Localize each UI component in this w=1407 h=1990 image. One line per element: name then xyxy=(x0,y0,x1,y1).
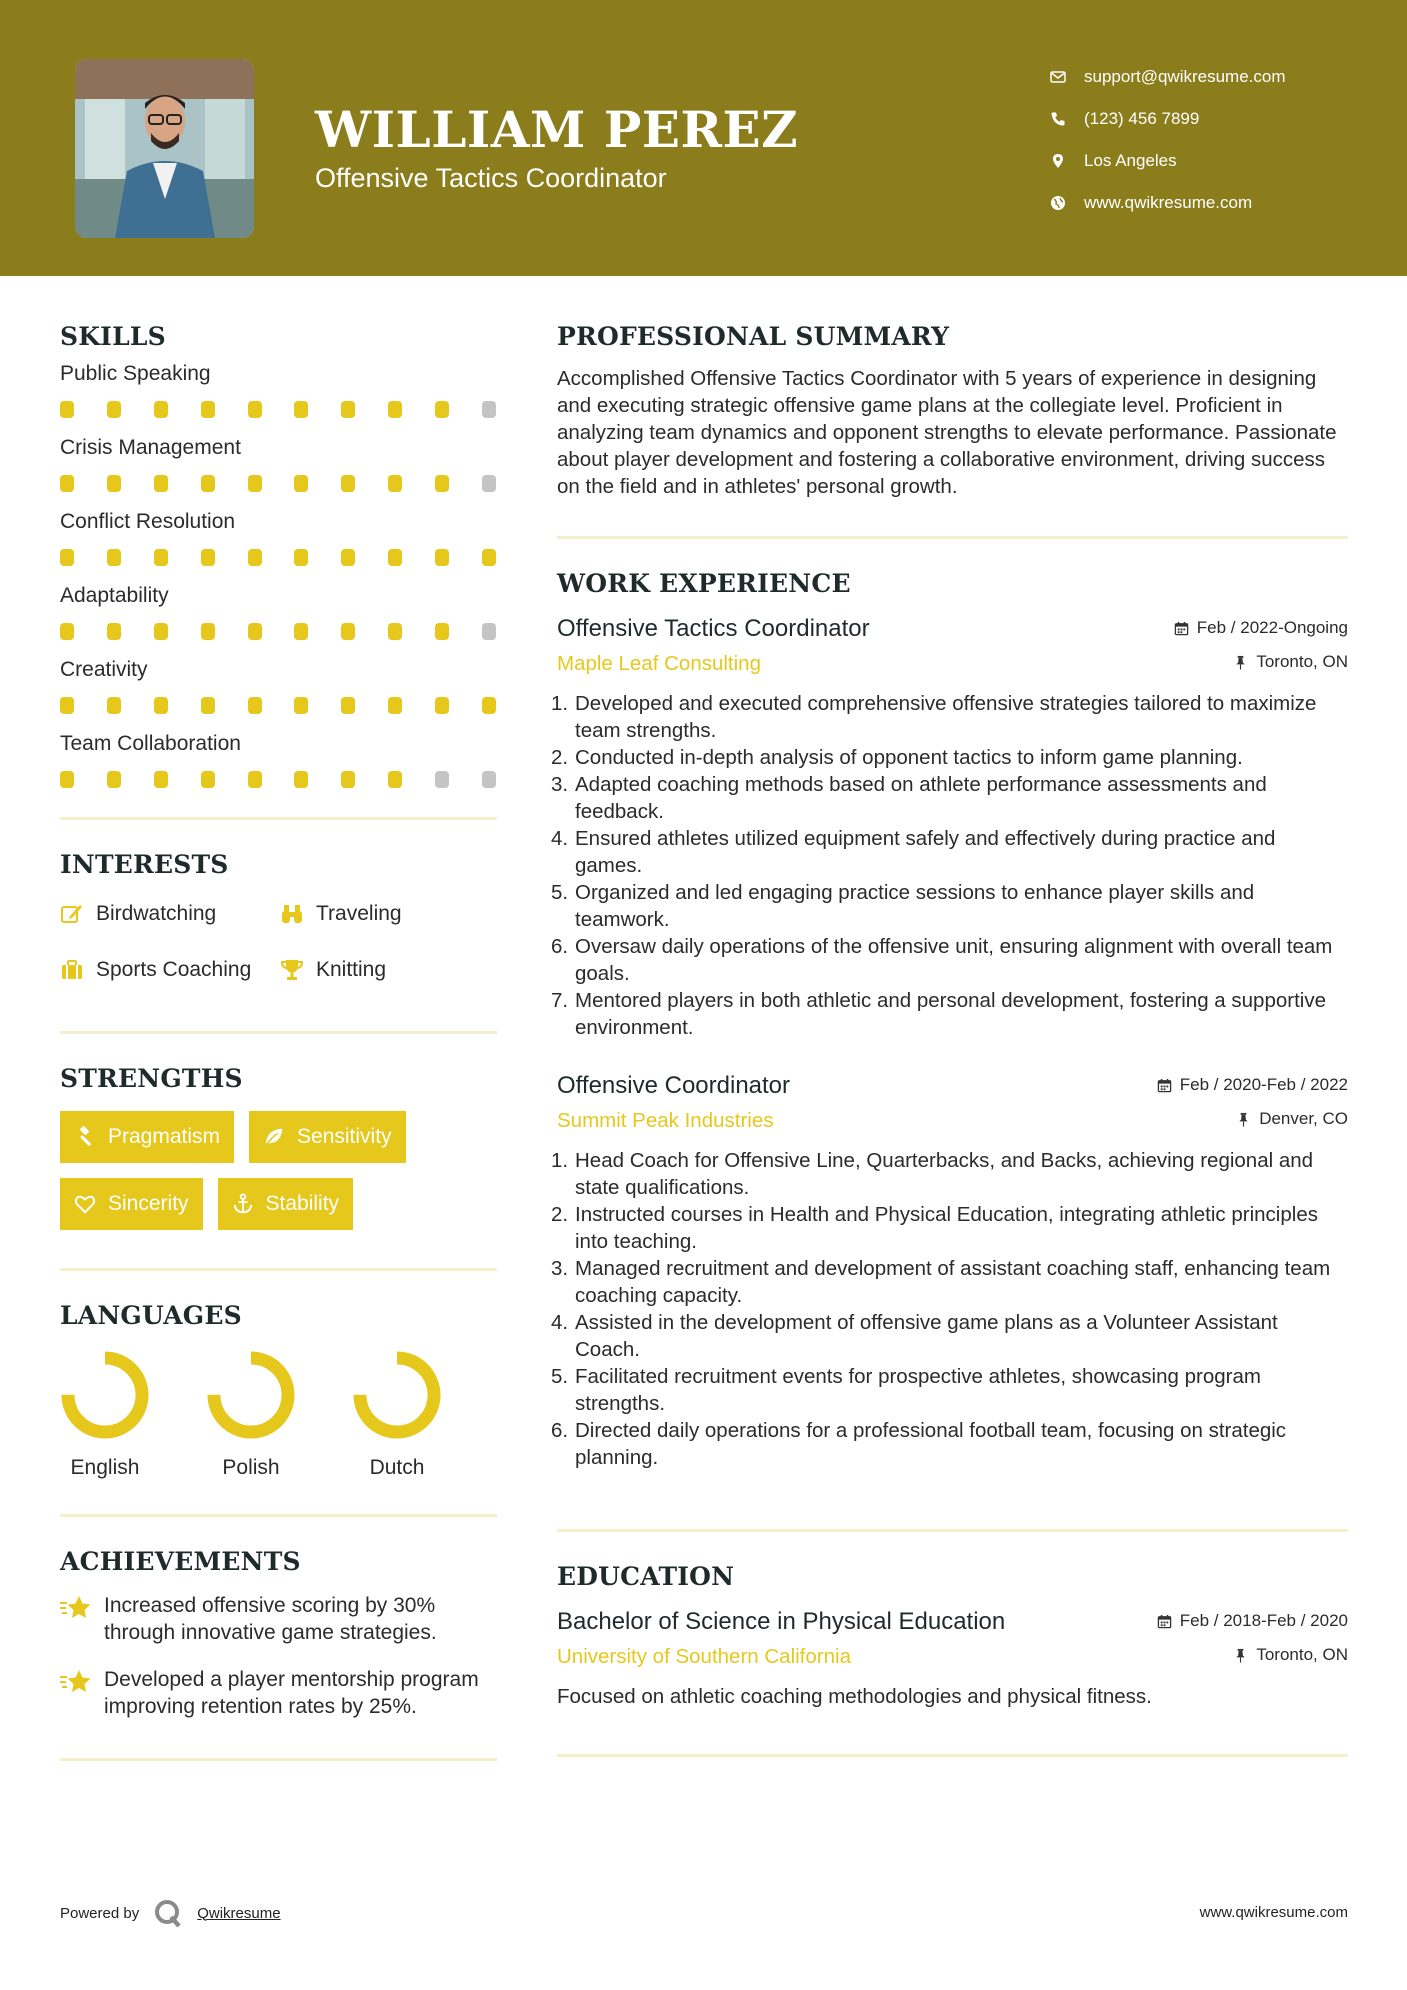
strength-tag xyxy=(249,1111,406,1163)
language-ring-arc xyxy=(68,1358,142,1432)
education-location xyxy=(1233,1645,1348,1665)
language-name: Polish xyxy=(222,1456,280,1479)
job-bullet xyxy=(551,744,1348,771)
profile-photo xyxy=(75,59,254,238)
contact-location-text: Los Angeles xyxy=(1084,151,1177,170)
skill-dot xyxy=(341,549,355,566)
job-company: Summit Peak Industries xyxy=(557,1109,774,1132)
language-name: English xyxy=(70,1456,140,1479)
skill-dot xyxy=(248,771,262,788)
bullet-number: 3. xyxy=(551,773,569,796)
calendar-icon xyxy=(1157,1614,1172,1629)
bullet-text: Instructed courses in Health and Physical Education, integrating athletic principles into teaching. xyxy=(575,1203,1318,1253)
skill-name: Adaptability xyxy=(60,584,169,607)
globe-icon xyxy=(1050,195,1066,211)
skill-dot xyxy=(60,697,74,714)
divider xyxy=(557,1529,1348,1532)
skill-dot xyxy=(482,697,496,714)
job-bullet xyxy=(551,1147,1348,1201)
skill-dot xyxy=(388,401,402,418)
pencil-icon xyxy=(60,902,84,926)
languages-list xyxy=(60,1350,497,1480)
skill-dot xyxy=(248,697,262,714)
bullet-number: 7. xyxy=(551,989,569,1012)
bullet-number: 5. xyxy=(551,881,569,904)
job-date-text: Feb / 2022-Ongoing xyxy=(1196,618,1348,637)
skills-list xyxy=(60,359,497,803)
skill-dot xyxy=(341,623,355,640)
footer-url[interactable]: www.qwikresume.com xyxy=(1199,1904,1348,1921)
skill-dot xyxy=(107,549,121,566)
bullet-number: 3. xyxy=(551,1257,569,1280)
strength-tag xyxy=(60,1178,203,1230)
job-bullet xyxy=(551,771,1348,825)
strengths-list xyxy=(60,1111,497,1230)
contact-website[interactable] xyxy=(1050,182,1286,224)
divider xyxy=(60,1514,497,1517)
skill-rating xyxy=(60,685,496,729)
interests-heading: INTERESTS xyxy=(60,850,229,879)
skill-dot xyxy=(248,401,262,418)
skill-dot xyxy=(482,623,496,640)
interest-label: Sports Coaching xyxy=(96,958,252,981)
candidate-title: Offensive Tactics Coordinator xyxy=(315,163,667,193)
bullet-text: Organized and led engaging practice sessions to enhance player skills and teamwork. xyxy=(575,881,1255,931)
pushpin-icon xyxy=(1233,655,1248,670)
skill-dot xyxy=(435,771,449,788)
pushpin-icon xyxy=(1233,1648,1248,1663)
strength-tag xyxy=(60,1111,234,1163)
skill-dot xyxy=(154,771,168,788)
job-location xyxy=(1236,1109,1348,1129)
skill-dot xyxy=(60,401,74,418)
anchor-icon xyxy=(232,1193,254,1215)
divider xyxy=(557,1754,1348,1757)
trophy-icon xyxy=(280,958,304,982)
achievement-text: Developed a player mentorship program improving retention rates by 25%. xyxy=(104,1668,479,1718)
job-bullets xyxy=(551,690,1348,1041)
skill-dot xyxy=(107,771,121,788)
skill-dot xyxy=(154,401,168,418)
contact-email-text: support@qwikresume.com xyxy=(1084,67,1286,86)
skill-dot xyxy=(107,475,121,492)
achievements-list xyxy=(60,1592,497,1720)
bullet-text: Managed recruitment and development of assistant coaching staff, enhancing team coaching capacity. xyxy=(575,1257,1331,1307)
education-date xyxy=(1157,1611,1348,1631)
left-column xyxy=(60,322,497,1761)
bullet-text: Oversaw daily operations of the offensive unit, ensuring alignment with overall team goals. xyxy=(575,935,1333,985)
divider xyxy=(60,1758,497,1761)
skill-dot xyxy=(248,623,262,640)
calendar-icon xyxy=(1157,1078,1172,1093)
skill-dot xyxy=(60,623,74,640)
education-date-text: Feb / 2018-Feb / 2020 xyxy=(1179,1611,1348,1630)
bullet-text: Ensured athletes utilized equipment safely and effectively during practice and games. xyxy=(575,827,1276,877)
leaf-icon xyxy=(263,1126,285,1148)
binoculars-icon xyxy=(280,902,304,926)
job-date-text: Feb / 2020-Feb / 2022 xyxy=(1179,1075,1348,1094)
job-title: Offensive Tactics Coordinator xyxy=(557,615,870,642)
skill-dot xyxy=(341,697,355,714)
contact-phone[interactable] xyxy=(1050,98,1286,140)
education-heading: EDUCATION xyxy=(557,1562,735,1591)
interest-item xyxy=(60,893,280,935)
languages-heading: LANGUAGES xyxy=(60,1301,242,1330)
achievement-item xyxy=(60,1592,497,1646)
summary-heading: PROFESSIONAL SUMMARY xyxy=(557,322,950,351)
resume-header xyxy=(0,0,1407,276)
skill-dot xyxy=(482,549,496,566)
bullet-text: Mentored players in both athletic and personal development, fostering a supportive environment. xyxy=(575,989,1326,1039)
strengths-heading: STRENGTHS xyxy=(60,1064,243,1093)
skill-dot xyxy=(388,475,402,492)
bullet-text: Adapted coaching methods based on athlete performance assessments and feedback. xyxy=(575,773,1267,823)
skill-dot xyxy=(154,549,168,566)
bullet-number: 1. xyxy=(551,1149,569,1172)
skill-dot xyxy=(201,475,215,492)
bullet-number: 5. xyxy=(551,1365,569,1388)
pushpin-icon xyxy=(1236,1112,1251,1127)
job-bullet xyxy=(551,879,1348,933)
job-date xyxy=(1157,1075,1348,1095)
skill-dot xyxy=(60,771,74,788)
interest-label: Birdwatching xyxy=(96,902,217,925)
interest-item xyxy=(60,949,280,991)
skill-dot xyxy=(201,549,215,566)
interests-list xyxy=(60,893,497,991)
skill-rating xyxy=(60,759,496,803)
job-bullet xyxy=(551,933,1348,987)
right-column xyxy=(551,322,1348,1757)
skill-dot xyxy=(388,771,402,788)
language-ring xyxy=(60,1350,150,1440)
skill-dot xyxy=(482,475,496,492)
degree-title: Bachelor of Science in Physical Education xyxy=(557,1608,1006,1635)
job-bullet xyxy=(551,825,1348,879)
education-description: Focused on athletic coaching methodologies and physical fitness. xyxy=(557,1685,1152,1708)
bullet-text: Conducted in-depth analysis of opponent tactics to inform game planning. xyxy=(575,746,1243,769)
job-bullet xyxy=(551,1363,1348,1417)
bullet-number: 6. xyxy=(551,935,569,958)
skill-dot xyxy=(435,401,449,418)
job-company: Maple Leaf Consulting xyxy=(557,652,761,675)
achievement-text: Increased offensive scoring by 30% through innovative game strategies. xyxy=(104,1594,437,1644)
skill-dot xyxy=(294,771,308,788)
bullet-text: Head Coach for Offensive Line, Quarterbacks, and Backs, achieving regional and state qualifications. xyxy=(575,1149,1314,1199)
skill-name: Crisis Management xyxy=(60,436,241,459)
skill-dot xyxy=(201,401,215,418)
candidate-name: WILLIAM PEREZ xyxy=(315,100,799,159)
phone-icon xyxy=(1050,111,1066,127)
job-bullets xyxy=(551,1147,1348,1471)
skill-name: Creativity xyxy=(60,658,148,681)
experience-heading: WORK EXPERIENCE xyxy=(557,569,851,598)
skill-dot xyxy=(294,697,308,714)
language-name: Dutch xyxy=(369,1456,425,1479)
skill-dot xyxy=(154,623,168,640)
job-title: Offensive Coordinator xyxy=(557,1072,791,1099)
strength-label: Sincerity xyxy=(108,1192,189,1215)
bullet-number: 1. xyxy=(551,692,569,715)
job-entry xyxy=(551,1069,1348,1471)
job-location xyxy=(1233,652,1348,672)
job-bullet xyxy=(551,1417,1348,1471)
skill-dot xyxy=(388,697,402,714)
divider xyxy=(557,536,1348,539)
contact-website-text: www.qwikresume.com xyxy=(1084,193,1253,212)
bullet-text: Directed daily operations for a professional football team, focusing on strategic planning. xyxy=(575,1419,1287,1469)
education-entry xyxy=(557,1605,1348,1710)
language-ring-arc xyxy=(360,1358,434,1432)
divider xyxy=(60,1031,497,1034)
interest-label: Knitting xyxy=(316,958,387,981)
job-location-text: Toronto, ON xyxy=(1256,652,1348,671)
strength-label: Sensitivity xyxy=(297,1125,392,1148)
achievements-heading: ACHIEVEMENTS xyxy=(60,1547,301,1576)
skill-dot xyxy=(294,623,308,640)
job-bullet xyxy=(551,1309,1348,1363)
education-location-text: Toronto, ON xyxy=(1256,1645,1348,1664)
bullet-number: 2. xyxy=(551,1203,569,1226)
language-ring xyxy=(352,1350,442,1440)
job-bullet xyxy=(551,690,1348,744)
skill-rating xyxy=(60,537,496,581)
bullet-number: 4. xyxy=(551,1311,569,1334)
skill-dot xyxy=(341,401,355,418)
skill-dot xyxy=(294,475,308,492)
briefcase-icon xyxy=(60,958,84,982)
map-pin-icon xyxy=(1050,153,1066,169)
skill-dot xyxy=(435,697,449,714)
bullet-text: Facilitated recruitment events for prospective athletes, showcasing program strengths. xyxy=(575,1365,1261,1415)
achievement-item xyxy=(60,1666,497,1720)
footer-powered-by xyxy=(60,1898,281,1928)
skill-dot xyxy=(388,549,402,566)
contact-email[interactable] xyxy=(1050,56,1286,98)
skill-dot xyxy=(154,475,168,492)
job-bullet xyxy=(551,1201,1348,1255)
skill-dot xyxy=(341,475,355,492)
language-item xyxy=(206,1350,296,1480)
summary-text: Accomplished Offensive Tactics Coordinator with 5 years of experience in designing and executing strategic offensive game plans at the collegiate level. Proficient in analyzing team dynamics and opponent strengths to elevate performance. Passionate about player development and fostering a collaborative environment, driving success on the field and in athletes' personal growth. xyxy=(557,367,1337,498)
contact-location xyxy=(1050,140,1286,182)
skill-dot xyxy=(435,623,449,640)
divider xyxy=(60,817,497,820)
skill-dot xyxy=(107,401,121,418)
language-ring-arc xyxy=(214,1358,288,1432)
job-bullet xyxy=(551,1255,1348,1309)
strength-label: Pragmatism xyxy=(108,1125,221,1148)
profile-photo-image xyxy=(75,59,254,238)
skill-rating xyxy=(60,463,496,507)
skill-dot xyxy=(60,549,74,566)
star-icon xyxy=(60,1594,92,1622)
skill-dot xyxy=(294,549,308,566)
skill-dot xyxy=(201,697,215,714)
skill-dot xyxy=(107,697,121,714)
skill-dot xyxy=(201,623,215,640)
bullet-text: Assisted in the development of offensive game plans as a Volunteer Assistant Coach. xyxy=(575,1311,1278,1361)
school-name: University of Southern California xyxy=(557,1645,851,1668)
contact-list xyxy=(1050,56,1286,224)
job-date xyxy=(1174,618,1348,638)
calendar-icon xyxy=(1174,621,1189,636)
skill-name: Public Speaking xyxy=(60,362,211,385)
strength-label: Stability xyxy=(265,1192,340,1215)
footer-brand-link[interactable]: Qwikresume xyxy=(197,1904,281,1922)
job-location-text: Denver, CO xyxy=(1259,1109,1348,1128)
powered-by-text: Powered by xyxy=(60,1904,140,1922)
skill-dot xyxy=(388,623,402,640)
envelope-icon xyxy=(1050,69,1066,85)
job-entry xyxy=(551,612,1348,1041)
skill-dot xyxy=(201,771,215,788)
skill-rating xyxy=(60,611,496,655)
bullet-number: 4. xyxy=(551,827,569,850)
skill-dot xyxy=(435,549,449,566)
skill-name: Conflict Resolution xyxy=(60,510,236,533)
language-ring xyxy=(206,1350,296,1440)
divider xyxy=(60,1268,497,1271)
interest-item xyxy=(280,949,500,991)
skill-dot xyxy=(248,475,262,492)
strength-tag xyxy=(218,1178,354,1230)
interest-item xyxy=(280,893,500,935)
bullet-number: 6. xyxy=(551,1419,569,1442)
skill-dot xyxy=(107,623,121,640)
skills-heading: SKILLS xyxy=(60,322,166,351)
contact-phone-text: (123) 456 7899 xyxy=(1084,109,1200,128)
qwikresume-logo-icon xyxy=(153,1898,183,1928)
skill-dot xyxy=(482,401,496,418)
heart-icon xyxy=(74,1193,96,1215)
bullet-text: Developed and executed comprehensive offensive strategies tailored to maximize team strengths. xyxy=(575,692,1317,742)
skill-name: Team Collaboration xyxy=(60,732,241,755)
bullet-number: 2. xyxy=(551,746,569,769)
skill-rating xyxy=(60,389,496,433)
skill-dot xyxy=(154,697,168,714)
skill-dot xyxy=(60,475,74,492)
skill-dot xyxy=(248,549,262,566)
interest-label: Traveling xyxy=(316,902,402,925)
language-item xyxy=(60,1350,150,1480)
skill-dot xyxy=(435,475,449,492)
gavel-icon xyxy=(74,1126,96,1148)
skill-dot xyxy=(294,401,308,418)
job-bullet xyxy=(551,987,1348,1041)
star-icon xyxy=(60,1668,92,1696)
skill-dot xyxy=(341,771,355,788)
skill-dot xyxy=(482,771,496,788)
language-item xyxy=(352,1350,442,1480)
